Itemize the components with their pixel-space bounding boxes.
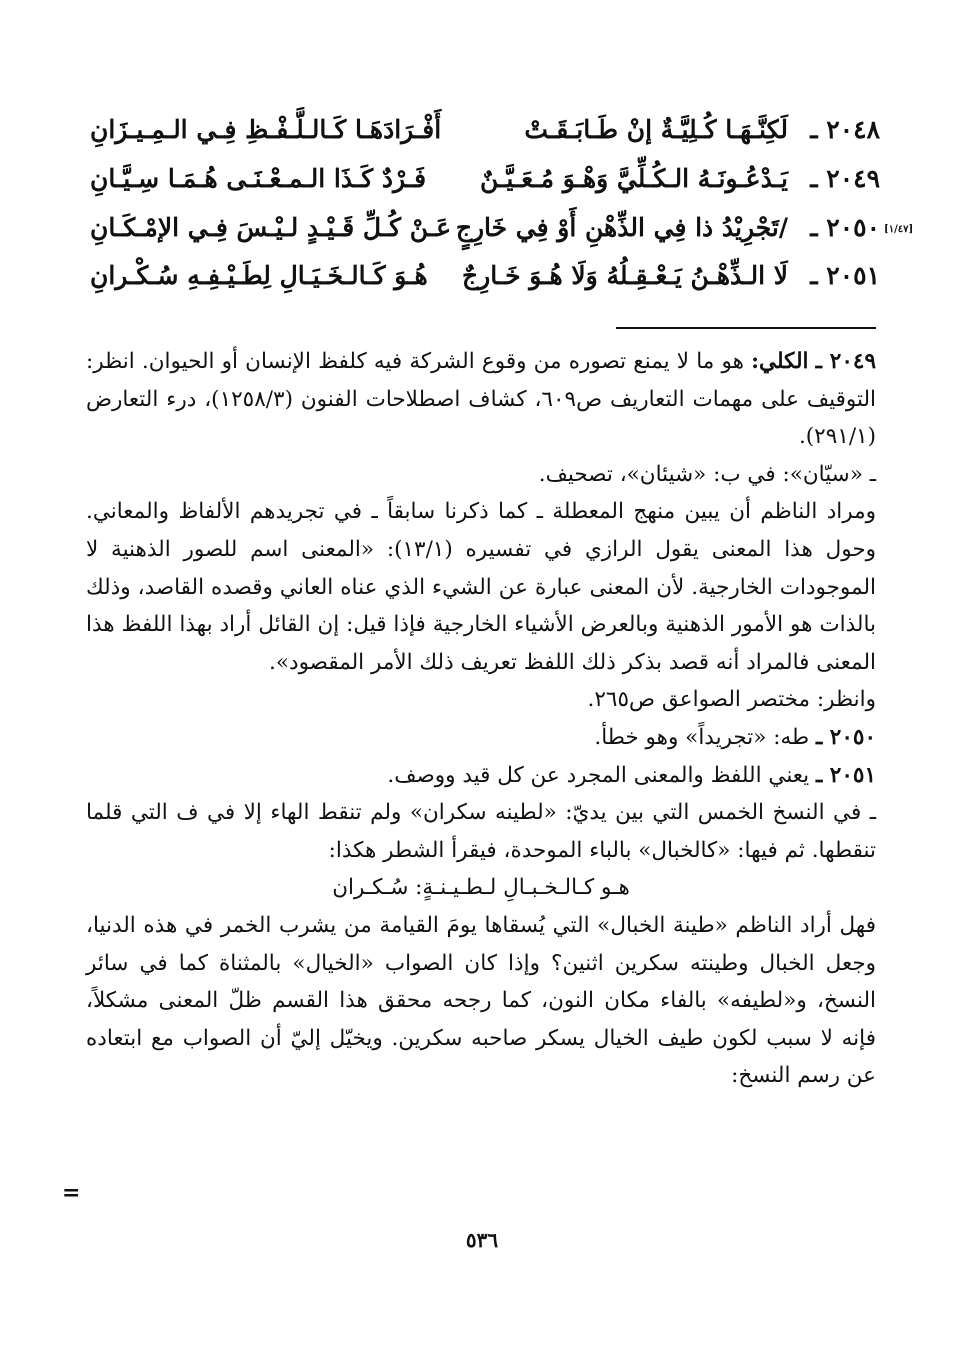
continuation-mark: = (62, 1180, 81, 1206)
footnote-text: هو ما لا يمنع تصوره من وقوع الشركة فيه كلفظ الإنسان أو الحيوان. انظر: التوقيف على مهمات التعاريف ص٦٠٩، كشاف اصطلاحات الفنون (١٢٥٨/٣)، درء التعارض (٢٩١/١). (86, 349, 877, 450)
footnote-2049-reference: وانظر: مختصر الصواعق ص٢٦٥. (587, 687, 876, 713)
verse-second-hemistich: هُـوَ كَـالـخَـيَـالِ لِطَـيْـفِـهِ سُـكْـرانِ (90, 261, 428, 290)
manuscript-folio-reference: [١/٤٧] (884, 224, 914, 235)
footnote-term: الكلي: (751, 349, 809, 374)
verse-number: ٢٠٤٨ ـ (810, 115, 880, 144)
footnote-text: طه: «تجريداً» وهو خطأ. (594, 724, 816, 750)
page-number: ٥٣٦ (465, 1228, 499, 1252)
verse-2048 (80, 108, 880, 152)
verse-first-hemistich: لَا الـذِّهْـنُ يَـعْـقِـلُهُ وَلَا هُـوَ خَـارِجٌ (461, 261, 788, 290)
footnote-2051-commentary: فهل أراد الناظم «طينة الخبال» التي يُسقاها يومَ القيامة من يشرب الخمر في هذه الدنيا، وجعل الخبال وطينته سكرين اثنين؟ وإذا كان الصواب «الخيال» بالمثناة كما في سائر النسخ، و«لطيفه» بالفاء مكان النون، كما رجحه محقق هذا القسم ظلّ المعنى مشكلاً، فإنه لا سبب لكون طيف الخيال يسكر صاحبه سكرين. ويخيّل إليّ أن الصواب مع ابتعاده عن رسم النسخ: (86, 912, 876, 1089)
verse-first-hemistich: يَـدْعُـونَـهُ الـكُـلِّيَّ وَهْـوَ مُـعَـيَّـنٌ (480, 164, 788, 193)
verse-second-hemistich: أَفْـرَادَهَـا كَـالـلَّـفْـظِ فِـي الـمِـيـزَانِ (90, 115, 442, 144)
footnote-2051 (86, 757, 876, 795)
footnote-number: ٢٠٥٠ ـ (816, 724, 876, 750)
verse-number: ٢٠٥٠ ـ (810, 213, 880, 242)
verse-number: ٢٠٥١ ـ (810, 261, 880, 290)
verse-number: ٢٠٤٩ ـ (810, 164, 880, 193)
verse-2050 (80, 206, 880, 250)
verse-2051 (80, 254, 880, 298)
footnote-separator (616, 327, 876, 329)
footnote-2050 (86, 719, 876, 757)
footnote-2051-variant: ـ في النسخ الخمس التي بين يديّ: «لطينه سكران» ولم تنقط الهاء إلا في ف التي قلما تنقطها. ثم فيها: «كالخبال» بالباء الموحدة، فيقرأ الشطر هكذا: (86, 800, 876, 863)
verse-first-hemistich: لَكِنَّـهَـا كُـلِيَّـةٌ إنْ طَـابَـقَـتْ (524, 115, 788, 144)
footnote-2051-quoted-verse: هـو كـالـخـبـالِ لـطـيـنـةٍ: سُـكـران (332, 875, 630, 901)
footnote-2049-variant: ـ «سيّان»: في ب: «شيئان»، تصحيف. (538, 461, 876, 487)
verse-second-hemistich: فَـرْدٌ كَـذَا الـمـعْـنَـى هُـمَـا سِـيَّـانِ (90, 164, 427, 193)
footnotes (86, 343, 876, 1095)
verse-2049 (80, 157, 880, 201)
footnote-2049 (86, 343, 876, 456)
verse-second-hemistich: عَـنْ كُـلِّ قَـيْـدٍ لـيْـسَ فِـي الإمْـكَـانِ (90, 213, 452, 242)
footnote-2049-commentary: ومراد الناظم أن يبين منهج المعطلة ـ كما ذكرنا سابقاً ـ في تجريدهم الألفاظ والمعاني. وحول هذا المعنى يقول الرازي في تفسيره (١٣/١): «المعنى اسم للصور الذهنية لا الموجودات الخارجية. لأن المعنى عبارة عن الشيء الذي عناه العاني وقصده القاصد، وذلك بالذات هو الأمور الذهنية وبالعرض الأشياء الخارجية فإذا قيل: إن القائل أراد بهذا اللفظ هذا المعنى فالمراد أنه قصد بذكر ذلك اللفظ تعريف ذلك الأمر المقصود». (86, 499, 876, 675)
footnote-number: ٢٠٥١ ـ (816, 762, 876, 788)
footnote-text: يعني اللفظ والمعنى المجرد عن كل قيد ووصف. (387, 762, 816, 788)
footnote-number: ٢٠٤٩ ـ (815, 349, 876, 374)
verse-first-hemistich: /تَجْرِيْدُ ذا فِي الذِّهْنِ أَوْ فِي خَارِجٍ (455, 213, 788, 242)
